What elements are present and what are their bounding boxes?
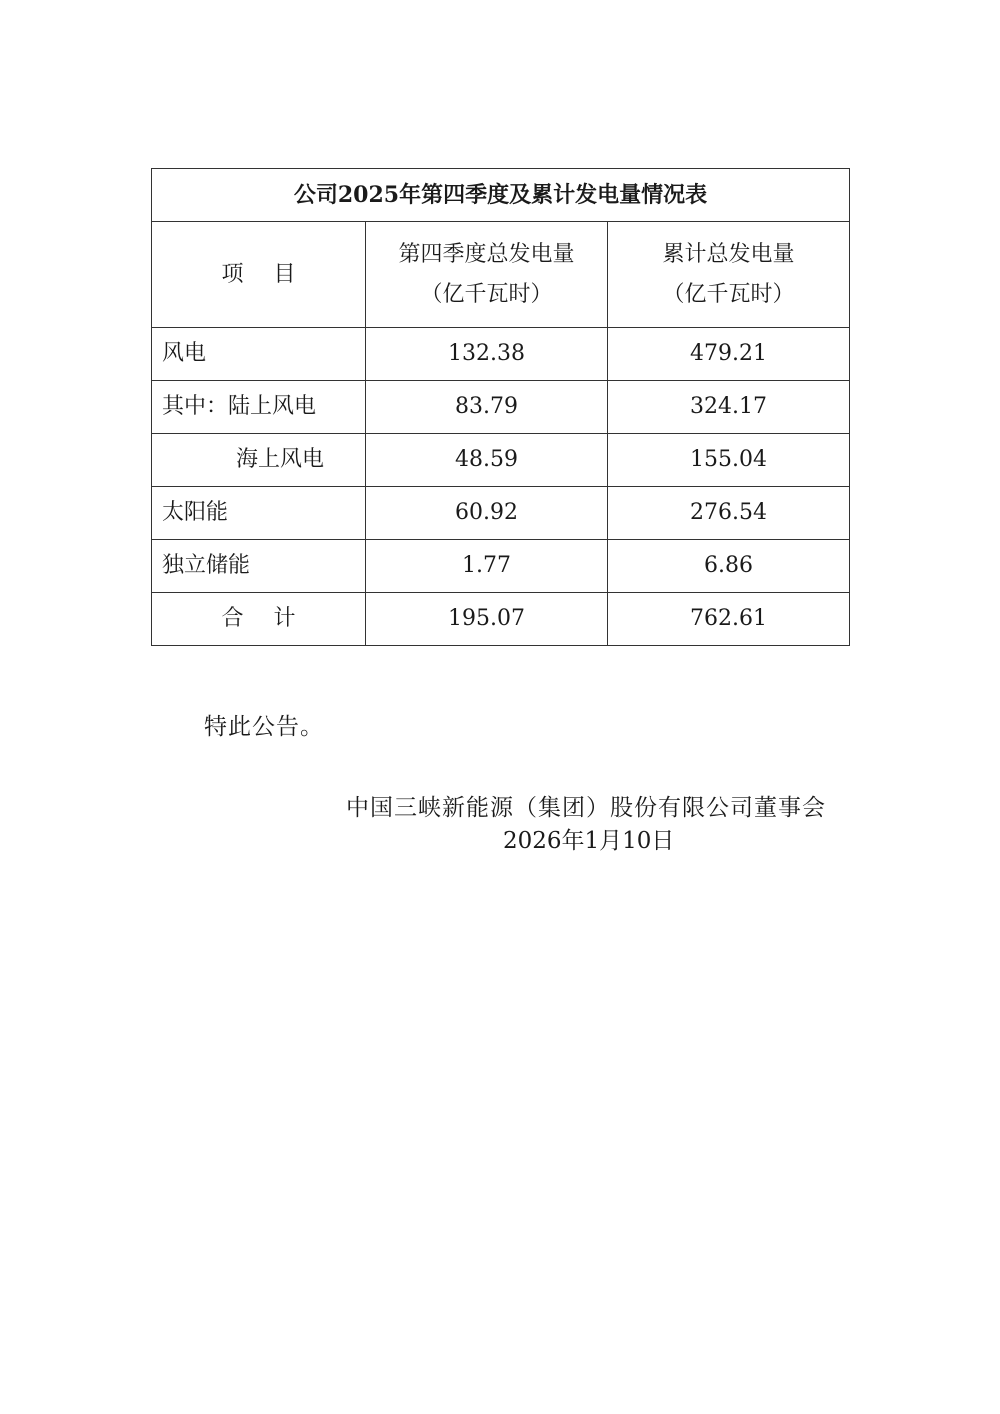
header-item: 项目 <box>152 222 366 328</box>
header-q4-unit: （亿千瓦时） <box>420 281 553 307</box>
row-label-onshore-wind: 其中：陆上风电 <box>152 381 366 434</box>
table-row <box>152 540 850 593</box>
row-cumulative-onshore-wind: 324.17 <box>608 381 850 434</box>
row-cumulative-storage: 6.86 <box>608 540 850 593</box>
table-row <box>152 434 850 487</box>
signature-block <box>346 792 850 858</box>
row-cumulative-solar: 276.54 <box>608 487 850 540</box>
row-label-total: 合计 <box>152 593 366 646</box>
row-label-storage: 独立储能 <box>152 540 366 593</box>
row-q4-total: 195.07 <box>366 593 608 646</box>
generation-table <box>151 168 850 646</box>
row-label-solar: 太阳能 <box>152 487 366 540</box>
row-cumulative-total: 762.61 <box>608 593 850 646</box>
header-q4 <box>366 222 608 328</box>
row-q4-wind: 132.38 <box>366 328 608 381</box>
row-q4-onshore-wind: 83.79 <box>366 381 608 434</box>
signature-company: 中国三峡新能源（集团）股份有限公司董事会 <box>346 795 826 821</box>
row-q4-storage: 1.77 <box>366 540 608 593</box>
table-row <box>152 381 850 434</box>
row-q4-solar: 60.92 <box>366 487 608 540</box>
row-label-wind: 风电 <box>152 328 366 381</box>
header-cumulative-title: 累计总发电量 <box>662 241 795 267</box>
table-row <box>152 328 850 381</box>
row-cumulative-offshore-wind: 155.04 <box>608 434 850 487</box>
header-q4-title: 第四季度总发电量 <box>398 241 575 267</box>
header-cumulative-unit: （亿千瓦时） <box>662 281 795 307</box>
table-row <box>152 487 850 540</box>
notice-text: 特此公告。 <box>204 714 324 740</box>
row-cumulative-wind: 479.21 <box>608 328 850 381</box>
row-q4-offshore-wind: 48.59 <box>366 434 608 487</box>
table-row <box>152 593 850 646</box>
row-label-offshore-wind: 海上风电 <box>152 434 366 487</box>
table-title: 公司2025年第四季度及累计发电量情况表 <box>152 169 850 222</box>
header-cumulative <box>608 222 850 328</box>
signature-date: 2026年1月10日 <box>503 828 675 854</box>
